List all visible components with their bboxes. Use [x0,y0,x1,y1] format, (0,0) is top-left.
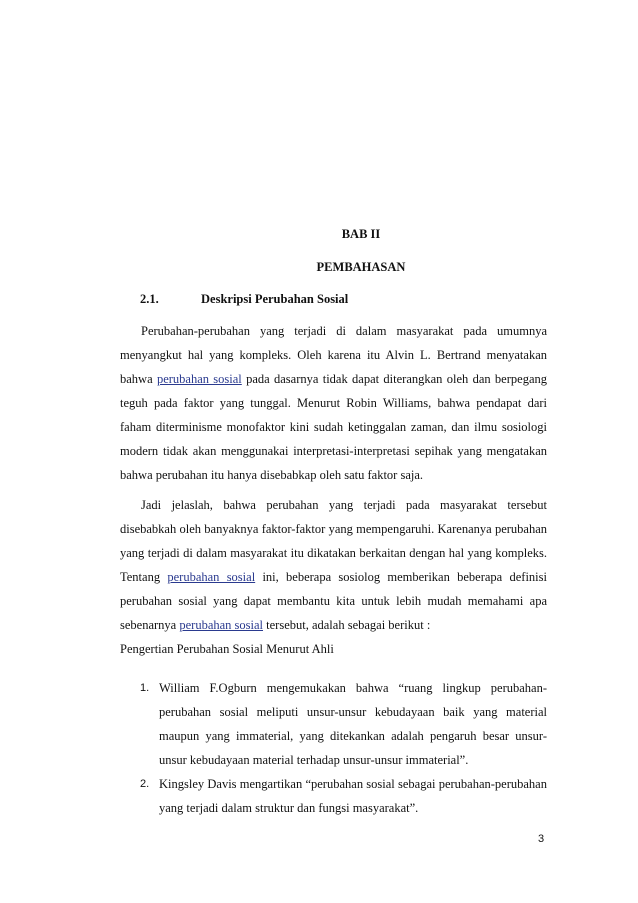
link-perubahan-sosial-3[interactable]: perubahan sosial [179,618,264,632]
paragraph-2 [120,493,547,637]
definition-list [120,676,547,820]
page-number: 3 [538,833,545,845]
subheading: Pengertian Perubahan Sosial Menurut Ahli [120,642,334,656]
list-item-text: Kingsley Davis mengartikan “perubahan sosial sebagai perubahan-perubahan yang terjadi dalam struktur dan fungsi masyarakat”. [159,777,547,815]
list-item-number: 2. [140,778,150,790]
link-perubahan-sosial-1[interactable]: perubahan sosial [156,372,242,386]
paragraph-2-text-b: ini, beberapa sosiolog memberikan beberapa definisi perubahan sosial yang dapat membantu kita untuk lebih mudah memahami apa sebenarnya [120,570,547,632]
chapter-subtitle: PEMBAHASAN [316,260,406,274]
paragraph-1-text-b: pada dasarnya tidak dapat diterangkan oleh dan berpegang teguh pada faktor yang tunggal. Menurut Robin Williams, bahwa pendapat dari faham diterminisme monofaktor kini sudah ketinggalan zaman, dan ilmu sosiologi modern tidak akan menggunakai interpretasi-interpretasi sepihak yang mengatakan bahwa perubahan itu hanya disebabkap oleh satu faktor saja. [120,372,547,482]
list-item [120,772,547,820]
chapter-title: BAB II [341,227,381,241]
link-perubahan-sosial-2[interactable]: perubahan sosial [167,570,256,584]
paragraph-1 [120,319,547,487]
section-number: 2.1. [140,292,159,306]
paragraph-1-text-a: Perubahan-perubahan yang terjadi di dalam masyarakat pada umumnya menyangkut hal yang kompleks. Oleh karena itu Alvin L. Bertrand menyatakan bahwa [120,324,547,386]
paragraph-2-text-c: tersebut, adalah sebagai berikut : [263,618,431,632]
list-item-text: William F.Ogburn mengemukakan bahwa “ruang lingkup perubahan-perubahan sosial meliputi unsur-unsur kebudayaan baik yang material maupun yang immaterial, yang ditekankan adalah pengaruh besar unsur-unsur kebudayaan material terhadap unsur-unsur immaterial”. [159,681,547,767]
list-item [120,676,547,772]
list-item-number: 1. [140,682,150,694]
section-heading [140,292,348,307]
paragraph-2-text-a: Jadi jelaslah, bahwa perubahan yang terjadi pada masyarakat tersebut disebabkah oleh banyaknya faktor-faktor yang mempengaruhi. Karenanya perubahan yang terjadi di dalam masyarakat itu dikatakan berkaitan dengan hal yang kompleks. Tentang [120,498,547,584]
section-title: Deskripsi Perubahan Sosial [201,292,349,306]
